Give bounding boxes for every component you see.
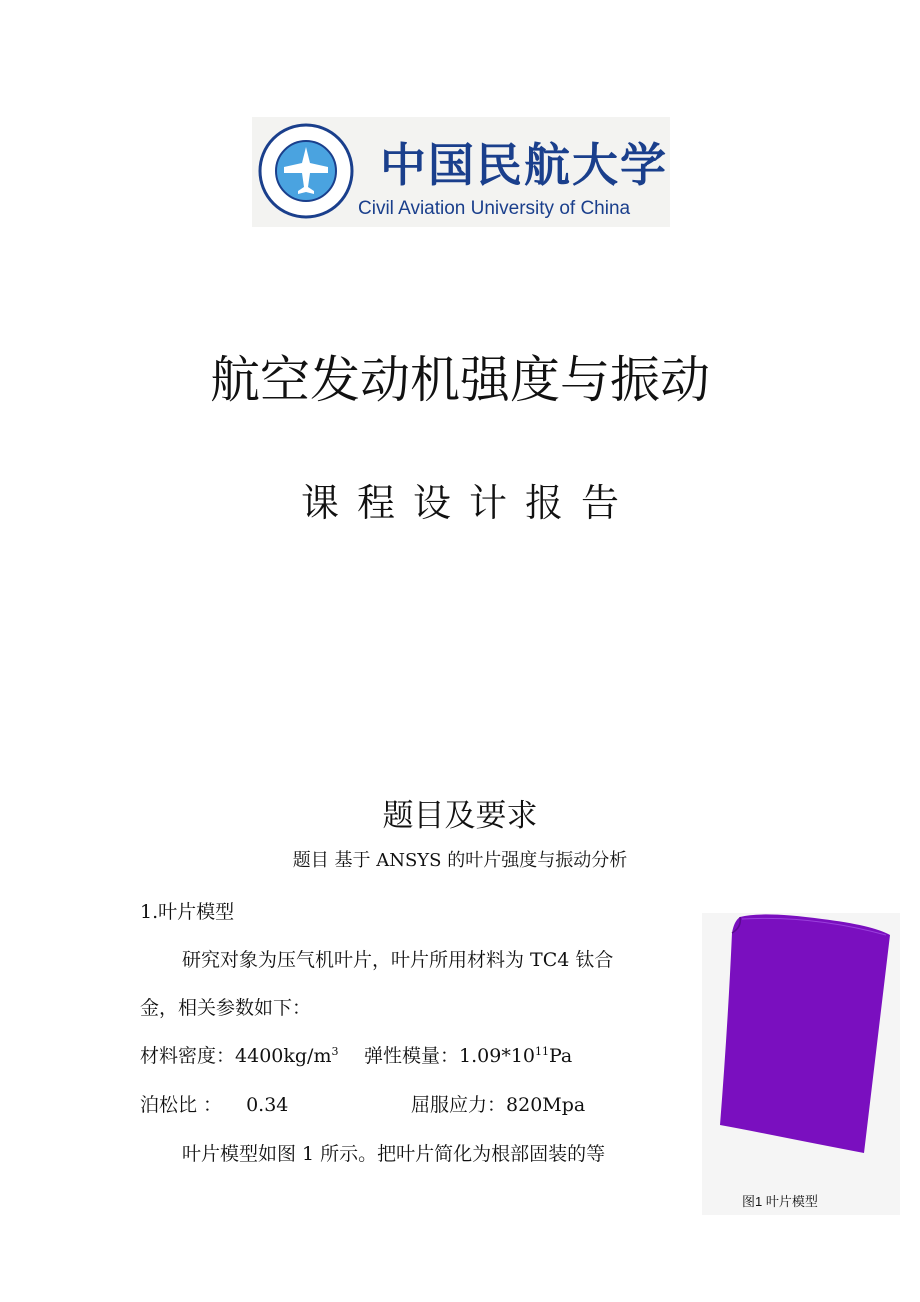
yield-param [411, 1090, 585, 1117]
university-english-name: Civil Aviation University of China [358, 198, 631, 219]
paragraph2: 叶片模型如图 1 所示。把叶片简化为根部固装的等 [182, 1143, 606, 1165]
university-seal-icon [258, 123, 354, 219]
topic-line: 题目 基于 ANSYS 的叶片强度与振动分析 [292, 850, 628, 871]
density-superscript: 3 [331, 1045, 339, 1058]
paragraph1-line2: 金，相关参数如下： [140, 997, 312, 1019]
modulus-label: 弹性模量： [364, 1045, 460, 1067]
figure-caption: 图1 叶片模型 [742, 1194, 818, 1209]
density-param [140, 1041, 338, 1068]
modulus-param [364, 1041, 572, 1068]
poisson-label: 泊松比 ： [140, 1094, 223, 1116]
section-heading: 题目及要求 [382, 798, 538, 834]
density-value: 4400kg/m [235, 1045, 332, 1067]
blade-model-image [702, 913, 900, 1183]
modulus-unit: Pa [549, 1045, 573, 1067]
yield-value: 820Mpa [506, 1094, 586, 1116]
university-logo [252, 117, 670, 227]
university-chinese-name: 中国民航大学 [380, 138, 668, 192]
poisson-value: 0.34 [246, 1094, 289, 1116]
blade-figure [702, 913, 900, 1215]
yield-label: 屈服应力： [411, 1094, 507, 1116]
poisson-param [140, 1090, 288, 1117]
paragraph1-line1: 研究对象为压气机叶片，叶片所用材料为 TC4 钛合 [182, 949, 614, 971]
modulus-superscript: 11 [535, 1045, 549, 1058]
report-subtitle: 课程设计报告 [300, 481, 637, 525]
modulus-value: 1.09*10 [459, 1045, 535, 1067]
report-title: 航空发动机强度与振动 [210, 351, 710, 409]
section1-title: 1.叶片模型 [140, 901, 235, 923]
density-label: 材料密度： [140, 1045, 236, 1067]
